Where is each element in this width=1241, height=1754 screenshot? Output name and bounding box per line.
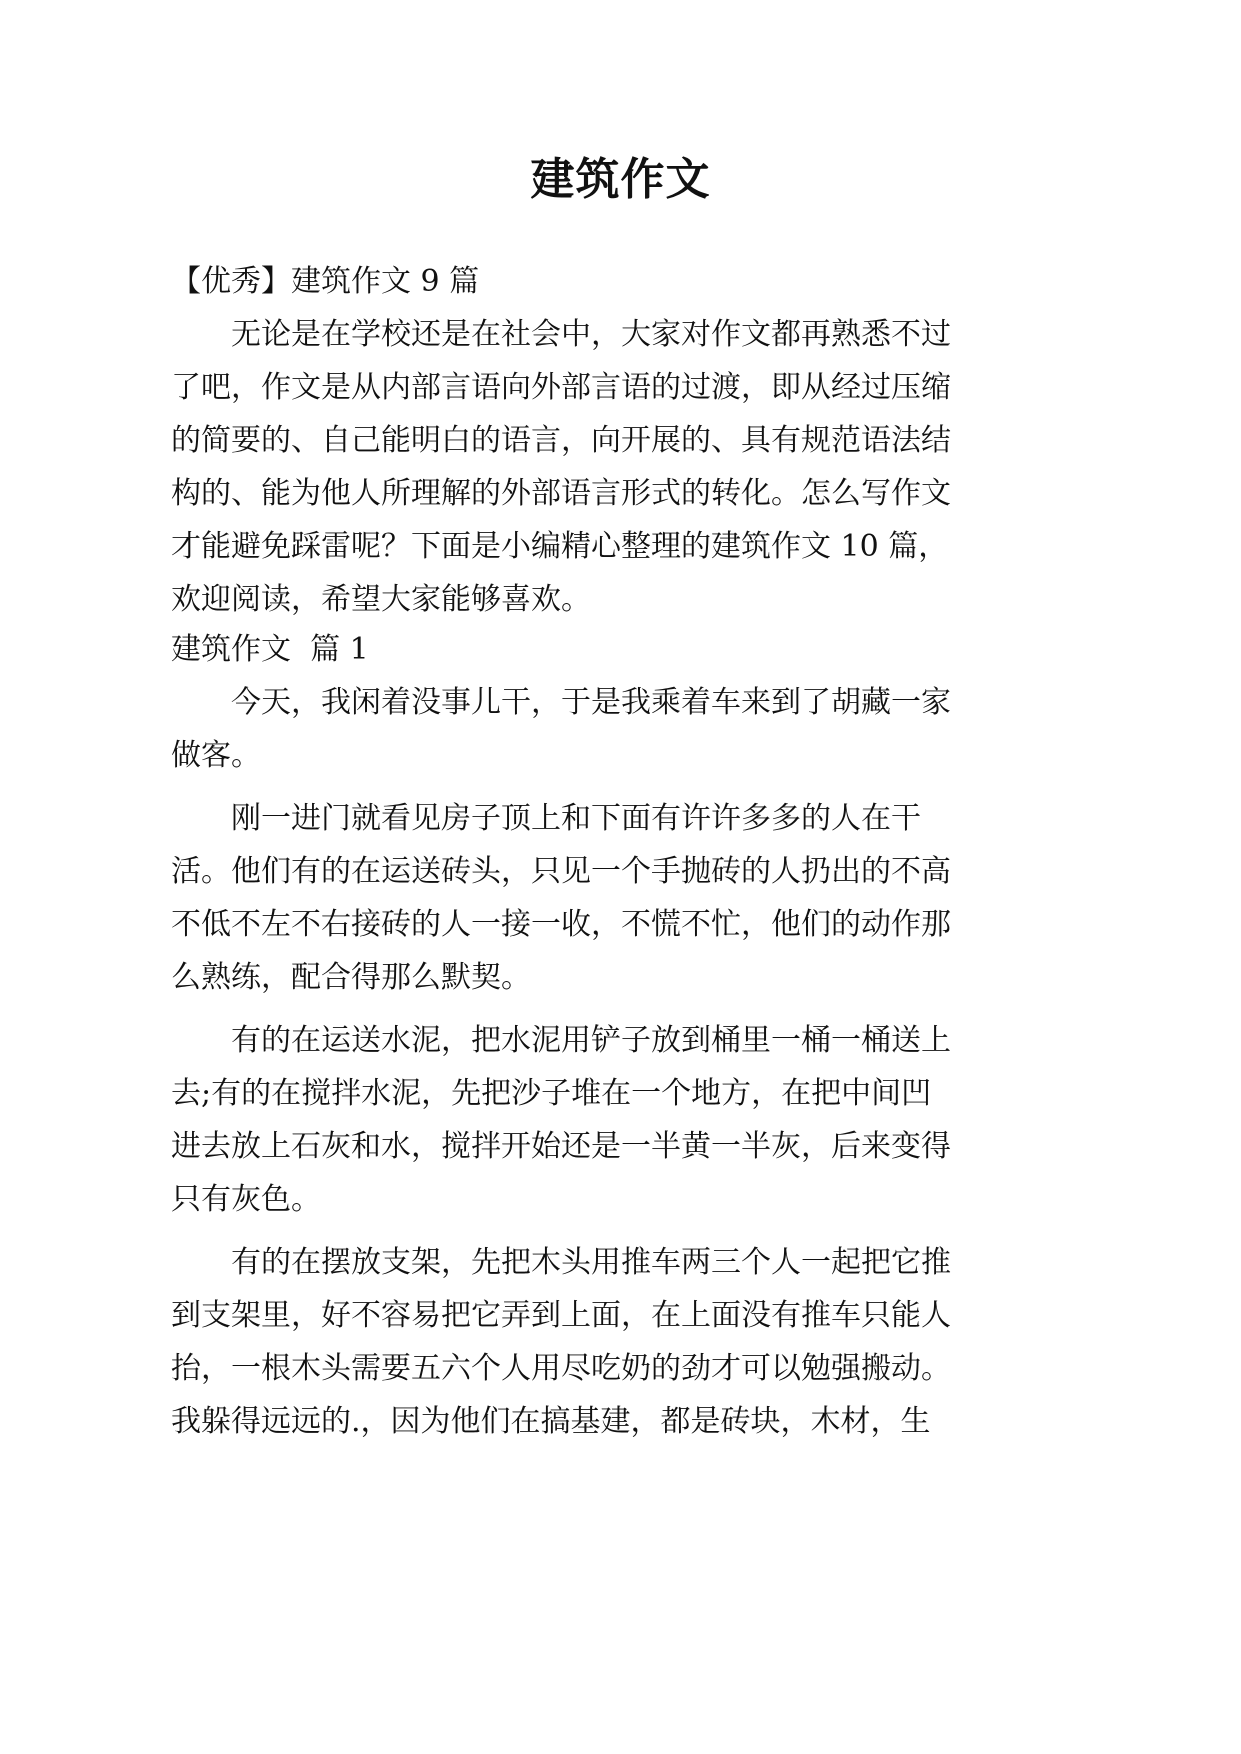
document-title: 建筑作文 bbox=[530, 154, 711, 205]
paragraph-line: 我躲得远远的.，因为他们在搞基建，都是砖块，木材，生 bbox=[171, 1404, 931, 1439]
paragraph-line: 不低不左不右接砖的人一接一收，不慌不忙，他们的动作那 bbox=[171, 907, 951, 942]
paragraph-line: 有的在运送水泥，把水泥用铲子放到桶里一桶一桶送上 bbox=[231, 1023, 951, 1058]
paragraph-line: 构的、能为他人所理解的外部语言形式的转化。怎么写作文 bbox=[171, 476, 951, 511]
paragraph-line: 做客。 bbox=[171, 738, 261, 773]
paragraph-line: 今天，我闲着没事儿干，于是我乘着车来到了胡藏一家 bbox=[231, 685, 951, 720]
section-heading: 建筑作文 篇 1 bbox=[171, 632, 369, 667]
paragraph-line: 的简要的、自己能明白的语言，向开展的、具有规范语法结 bbox=[171, 423, 951, 458]
paragraph-line: 到支架里，好不容易把它弄到上面，在上面没有推车只能人 bbox=[171, 1298, 951, 1333]
paragraph-line: 欢迎阅读，希望大家能够喜欢。 bbox=[171, 582, 591, 617]
subtitle-line: 【优秀】建筑作文 9 篇 bbox=[171, 264, 480, 299]
paragraph-line: 才能避免踩雷呢？下面是小编精心整理的建筑作文 10 篇， bbox=[171, 529, 949, 564]
paragraph-line: 无论是在学校还是在社会中，大家对作文都再熟悉不过 bbox=[231, 317, 951, 352]
paragraph-line: 么熟练，配合得那么默契。 bbox=[171, 960, 531, 995]
paragraph-line: 有的在摆放支架，先把木头用推车两三个人一起把它推 bbox=[231, 1245, 951, 1280]
paragraph-line: 去;有的在搅拌水泥，先把沙子堆在一个地方，在把中间凹 bbox=[171, 1076, 932, 1111]
paragraph-line: 刚一进门就看见房子顶上和下面有许许多多的人在干 bbox=[231, 801, 921, 836]
paragraph-line: 活。他们有的在运送砖头，只见一个手抛砖的人扔出的不高 bbox=[171, 854, 951, 889]
paragraph-line: 抬，一根木头需要五六个人用尽吃奶的劲才可以勉强搬动。 bbox=[171, 1351, 951, 1386]
paragraph-line: 进去放上石灰和水，搅拌开始还是一半黄一半灰，后来变得 bbox=[171, 1129, 951, 1164]
paragraph-line: 了吧，作文是从内部言语向外部言语的过渡，即从经过压缩 bbox=[171, 370, 951, 405]
paragraph-line: 只有灰色。 bbox=[171, 1182, 321, 1217]
